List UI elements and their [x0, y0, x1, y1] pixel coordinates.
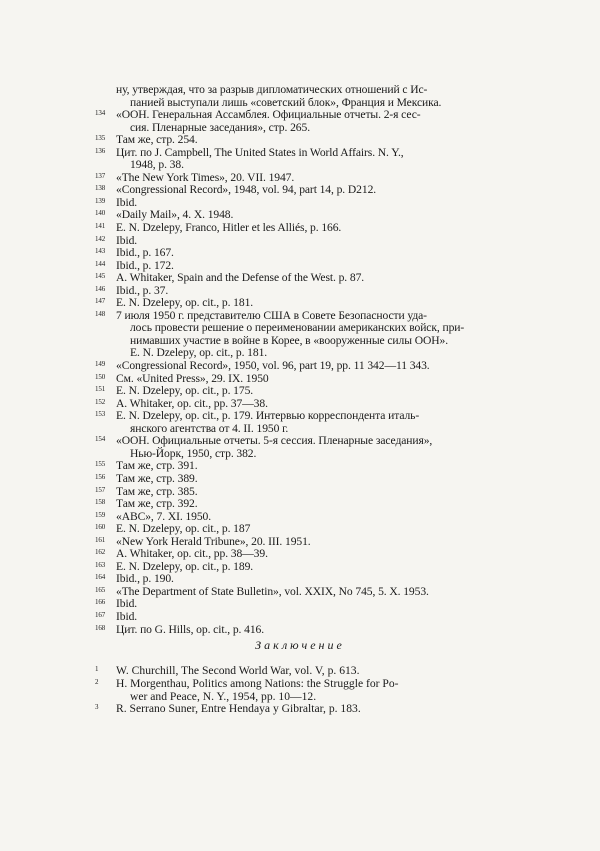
footnote	[95, 547, 516, 561]
footnote-number: 156	[95, 472, 106, 481]
footnote-line: лось провести решение о переименовании американских войск, при-	[130, 321, 465, 335]
footnote-number: 158	[95, 498, 106, 507]
footnote-number: 138	[95, 184, 106, 193]
footnote	[95, 409, 516, 435]
footnote-line: Ibid., p. 172.	[116, 258, 174, 272]
footnote-line: янского агентства от 4. II. 1950 г.	[130, 421, 289, 435]
footnote	[95, 133, 516, 147]
footnote-line: E. N. Dzelepy, Franco, Hitler et les Alliés, p. 166.	[116, 221, 342, 235]
footnote	[95, 609, 516, 624]
footnote-number: 157	[95, 485, 106, 494]
footnote-number: 139	[95, 196, 106, 205]
footnote	[95, 296, 516, 310]
footnote-number: 151	[95, 385, 106, 394]
footnote-line: «ООН. Официальные отчеты. 5-я сессия. Пленарные заседания»,	[116, 434, 433, 448]
footnote-number: 163	[95, 560, 106, 569]
footnote-line: E. N. Dzelepy, op. cit., p. 179. Интервью корреспондента италь-	[116, 409, 420, 423]
footnote-line: Там же, стр. 391.	[116, 459, 198, 473]
footnote-line: «The New York Times», 20. VII. 1947.	[116, 170, 295, 184]
footnote	[95, 308, 516, 360]
footnote-line: E. N. Dzelepy, op. cit., p. 181.	[130, 346, 268, 360]
footnote-number: 144	[95, 259, 106, 268]
footnote-number: 167	[95, 610, 106, 619]
footnote-line: E. N. Dzelepy, op. cit., p. 181.	[116, 296, 254, 310]
footnote-line: W. Churchill, The Second World War, vol. V, p. 613.	[116, 664, 360, 677]
footnote-line: wer and Peace, N. Y., 1954, pp. 10—12.	[130, 689, 317, 703]
footnote-line: Ibid.	[116, 233, 138, 247]
footnote	[95, 522, 516, 536]
footnote-line: «ABC», 7. XI. 1950.	[116, 509, 212, 523]
text-line: панией выступали лишь «советский блок», Франция и Мексика.	[130, 95, 442, 109]
footnote-line: Ibid.	[116, 609, 138, 623]
footnote-number: 143	[95, 247, 106, 256]
footnote-line: E. N. Dzelepy, op. cit., p. 175.	[116, 384, 254, 398]
footnote-line: «ООН. Генеральная Ассамблея. Официальные отчеты. 2-я сес-	[116, 108, 421, 122]
footnote	[95, 471, 516, 486]
footnote-number: 155	[95, 460, 106, 469]
footnote-number: 164	[95, 573, 106, 582]
footnote	[95, 572, 516, 586]
footnote	[95, 108, 516, 134]
section-title: Заключение	[255, 638, 345, 652]
footnote-number: 160	[95, 523, 106, 532]
footnote-line: Ibid.	[116, 597, 138, 611]
footnote	[95, 676, 516, 704]
footnote-line: Цит. по G. Hills, op. cit., p. 416.	[116, 622, 265, 636]
footnote-line: Цит. по J. Campbell, The United States in World Affairs. N. Y.,	[116, 145, 404, 159]
footnote-number: 168	[95, 623, 106, 632]
footnote	[95, 497, 516, 511]
footnote-number: 154	[95, 435, 106, 444]
footnote-line: A. Whitaker, Spain and the Defense of the West. p. 87.	[116, 271, 365, 285]
footnote-line: Ibid., p. 167.	[116, 246, 174, 260]
footnote-line: E. N. Dzelepy, op. cit., p. 187	[116, 522, 251, 536]
footnote-line: 1948, p. 38.	[130, 158, 184, 172]
footnote-line: Там же, стр. 385.	[116, 484, 198, 498]
footnote-line: 7 июля 1950 г. представителю США в Совете Безопасности уда-	[116, 308, 427, 322]
footnote-number: 145	[95, 272, 106, 281]
footnote	[95, 145, 516, 172]
footnote-line: «The Department of State Bulletin», vol. XXIX, No 745, 5. X. 1953.	[116, 584, 429, 598]
footnote-line: A. Whitaker, op. cit., pp. 37—38.	[116, 396, 268, 410]
footnote-number: 140	[95, 209, 106, 218]
footnote-line: «Daily Mail», 4. X. 1948.	[116, 208, 234, 222]
footnote-number: 152	[95, 397, 106, 406]
footnote-number: 147	[95, 297, 106, 306]
footnote-number: 142	[95, 234, 106, 243]
footnote	[95, 359, 516, 373]
opening-continuation	[102, 84, 516, 109]
footnote-number: 135	[95, 134, 106, 143]
conclusion-notes	[95, 664, 516, 716]
footnote	[95, 434, 516, 460]
footnote-number: 3	[95, 703, 99, 712]
footnote-line: нимавших участие в войне в Корее, в «вооруженные силы ООН».	[130, 333, 449, 347]
footnote	[95, 246, 516, 260]
endnotes-list	[95, 83, 516, 636]
footnote-line: A. Whitaker, op. cit., pp. 38—39.	[116, 547, 268, 561]
footnote	[95, 183, 516, 197]
text-line: ну, утверждая, что за разрыв дипломатических отношений с Ис-	[116, 83, 428, 96]
footnote-number: 153	[95, 410, 106, 419]
footnote-number: 150	[95, 372, 106, 381]
footnote-line: Там же, стр. 254.	[116, 133, 198, 147]
footnote	[95, 584, 516, 599]
footnote	[95, 597, 516, 611]
footnote-number: 149	[95, 360, 106, 369]
footnote-number: 146	[95, 284, 106, 293]
footnote-line: «Congressional Record», 1950, vol. 96, part 19, pp. 11 342—11 343.	[116, 359, 430, 373]
footnote	[95, 622, 516, 637]
footnote-number: 136	[95, 146, 106, 155]
footnote-line: Там же, стр. 389.	[116, 471, 198, 485]
footnote-line: сия. Пленарные заседания», стр. 265.	[130, 120, 310, 134]
footnote	[95, 221, 516, 235]
footnote-line: См. «United Press», 29. IX. 1950	[116, 371, 269, 385]
footnote-number: 166	[95, 598, 106, 607]
footnote	[95, 271, 516, 285]
footnote-line: H. Morgenthau, Politics among Nations: the Struggle for Po-	[116, 676, 399, 690]
footnote	[95, 384, 516, 398]
footnote-number: 1	[95, 665, 99, 673]
footnote-number: 159	[95, 510, 106, 519]
footnote-line: E. N. Dzelepy, op. cit., p. 189.	[116, 559, 254, 573]
footnote-number: 134	[95, 109, 106, 118]
footnote-number: 165	[95, 585, 106, 594]
footnote-line: «Congressional Record», 1948, vol. 94, part 14, p. D212.	[116, 183, 377, 197]
footnote-line: Ibid., p. 37.	[116, 283, 169, 297]
footnote-number: 137	[95, 171, 106, 180]
footnote-number: 2	[95, 677, 99, 686]
footnote-number: 161	[95, 535, 106, 544]
footnote-line: Ibid.	[116, 195, 138, 209]
footnote	[95, 702, 516, 716]
footnote-number: 141	[95, 222, 106, 231]
footnote-line: Там же, стр. 392.	[116, 497, 198, 511]
footnote-line: «New York Herald Tribune», 20. III. 1951.	[116, 534, 311, 548]
footnote-number: 148	[95, 309, 106, 318]
footnote-number: 162	[95, 548, 106, 557]
footnote	[95, 664, 516, 678]
footnote-line: R. Serrano Suner, Entre Hendaya y Gibraltar, p. 183.	[116, 702, 361, 716]
footnote-line: Ibid., p. 190.	[116, 572, 174, 586]
footnote-line: Нью-Йорк, 1950, стр. 382.	[130, 446, 257, 460]
